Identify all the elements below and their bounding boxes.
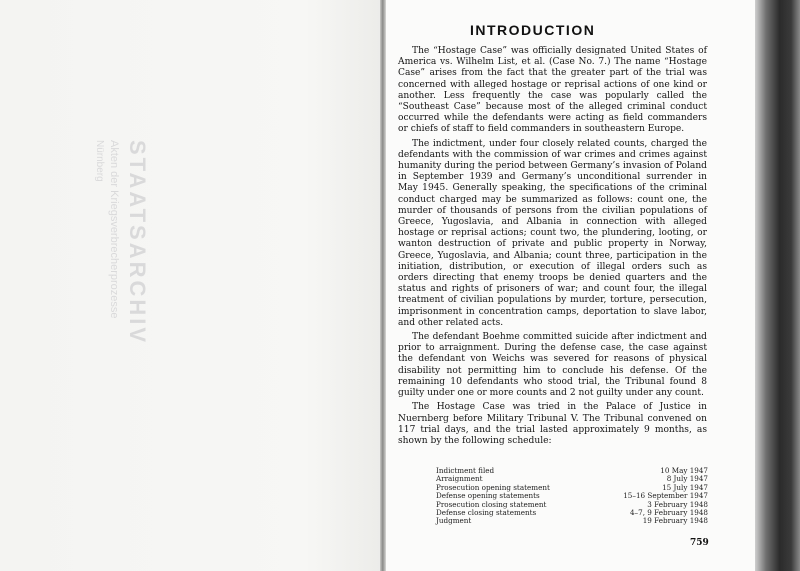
schedule-event: Defense closing statements: [436, 508, 537, 518]
page-number: 759: [690, 538, 709, 548]
page-title: INTRODUCTION: [470, 22, 596, 38]
schedule-date: 10 May 1947: [660, 466, 708, 475]
stamp-line-3: Nürnberg: [94, 140, 105, 182]
schedule-row: [436, 517, 708, 525]
paragraph-1: The “Hostage Case” was officially designated United States of America vs. Wilhelm List, et al. (Case No. 7.) The name “Hostage Case” arises from the fact that the greater part of the trial was concerned with alleged hostage or reprisal actions of one kind or another. Less frequently the case was popularly called the “Southeast Case” because most of the alleged criminal conduct occurred while the defendants were acting as field commanders or chiefs of staff to field commanders in southeastern Europe.: [398, 46, 707, 135]
schedule-date: 3 February 1948: [647, 499, 708, 509]
schedule-event: Defense opening statements: [436, 491, 540, 501]
schedule-date: 4–7, 9 February 1948: [629, 508, 708, 518]
schedule-date: 19 February 1948: [642, 516, 708, 526]
paragraph-2: The indictment, under four closely related counts, charged the defendants with the commission of war crimes and crimes against humanity during the period between Germany’s invasion of Poland in September 1939 and Germany’s unconditional surrender in May 1945. Generally speaking, the specifications of the criminal conduct charged may be summarized as follows: count one, the murder of thousands of persons from the civilian populations of Greece, Yugoslavia, and Albania in connection with alleged hostage or reprisal actions; count two, the plundering, looting, or wanton destruction of private and public property in Norway, Greece, Yugoslavia, and Albania; count three, participation in the initiation, distribution, or execution of illegal orders such as orders directing that enemy troops be denied quarters and the status and rights of prisoners of war; and count four, the illegal treatment of civilian populations by murder, torture, persecution, imprisonment in concentration camps, deportation to slave labor, and other related acts.: [398, 138, 707, 328]
page-edge-shadow: [755, 0, 800, 571]
stamp-line-1: STAATSARCHIV: [125, 140, 150, 346]
body-text: [398, 46, 707, 450]
schedule-event: Prosecution opening statement: [436, 482, 550, 492]
schedule-event: Arraignment: [436, 474, 483, 484]
schedule-event: Indictment filed: [436, 466, 495, 475]
schedule-event: Prosecution closing statement: [436, 499, 547, 509]
schedule-date: 8 July 1947: [666, 474, 708, 484]
schedule-date: 15–16 September 1947: [623, 491, 708, 501]
archive-stamp: [94, 140, 150, 345]
stamp-line-2: Akten der Kriegsverbrecherprozesse: [108, 140, 120, 319]
trial-schedule: [436, 467, 708, 526]
paragraph-3: The defendant Boehme committed suicide after indictment and prior to arraignment. During the defense case, the case against the defendant von Weichs was severed for reasons of physical disability not permitting him to conclude his defense. Of the remaining 10 defendants who stood trial, the Tribunal found 8 guilty under one or more counts and 2 not guilty under any count.: [398, 332, 707, 399]
schedule-date: 15 July 1947: [662, 482, 708, 492]
paragraph-4: The Hostage Case was tried in the Palace of Justice in Nuernberg before Military Tribunal V. The Tribunal convened on 117 trial days, and the trial lasted approximately 9 months, as shown by the following schedule:: [398, 402, 707, 446]
schedule-event: Judgment: [436, 516, 472, 526]
left-page: [0, 0, 382, 571]
